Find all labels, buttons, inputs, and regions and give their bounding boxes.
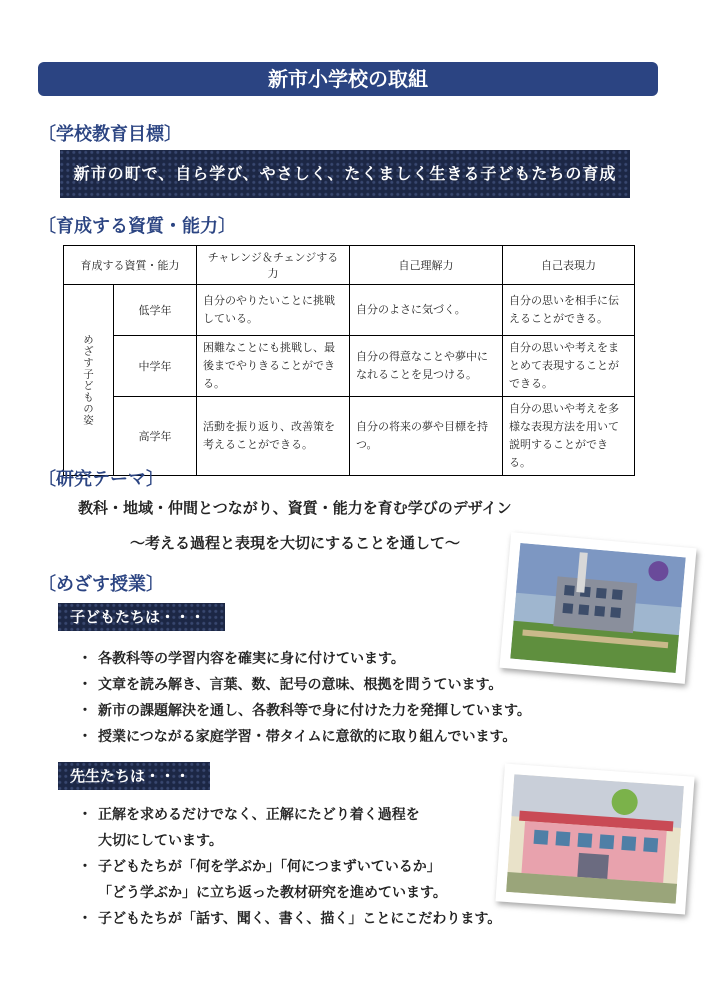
table-row xyxy=(64,336,635,397)
table-cell: 活動を振り返り、改善策を考えることができる。 xyxy=(197,397,350,476)
list-item: ・ 新市の課題解決を通し、各教科等で身に付けた力を発揮しています。 xyxy=(78,698,531,724)
table-corner-header: 育成する資質・能力 xyxy=(64,246,197,285)
list-item xyxy=(78,854,501,906)
table-cell: 自分のやりたいことに挑戦している。 xyxy=(197,285,350,336)
school-drawing-photo-1 xyxy=(499,532,696,684)
column-header: チャレンジ＆チェンジする力 xyxy=(197,246,350,285)
children-list xyxy=(78,646,531,750)
list-item: ・ 授業につながる家庭学習・帯タイムに意欲的に取り組んでいます。 xyxy=(78,724,531,750)
research-subtheme: ～考える過程と表現を大切にすることを通して～ xyxy=(130,534,461,552)
list-item: ・ 文章を読み解き、言葉、数、記号の意味、根拠を問うています。 xyxy=(78,672,531,698)
school-goal-box xyxy=(60,150,630,198)
table-cell: 自分の得意なことや夢中になれることを見つける。 xyxy=(350,336,503,397)
school-drawing-image xyxy=(510,543,685,673)
table-cell: 自分のよさに気づく。 xyxy=(350,285,503,336)
table-cell: 困難なことにも挑戦し、最後までやりきることができる。 xyxy=(197,336,350,397)
goal-heading: 〔学校教育目標〕 xyxy=(38,124,182,145)
grade-label: 中学年 xyxy=(114,336,197,397)
table-cell: 自分の思いや考えをまとめて表現することができる。 xyxy=(503,336,635,397)
column-header: 自己理解力 xyxy=(350,246,503,285)
column-header: 自己表現力 xyxy=(503,246,635,285)
table-cell: 自分の将来の夢や目標を持つ。 xyxy=(350,397,503,476)
qualities-heading: 〔育成する資質・能力〕 xyxy=(38,216,236,237)
table-row xyxy=(64,285,635,336)
list-item-line: ・ 正解を求めるだけでなく、正解にたどり着く過程を xyxy=(98,807,420,823)
theme-heading: 〔研究テーマ〕 xyxy=(38,469,164,490)
table-cell: 自分の思いを相手に伝えることができる。 xyxy=(503,285,635,336)
table-row xyxy=(64,397,635,476)
side-label: めざす子どもの姿 xyxy=(64,285,114,476)
teachers-label-box xyxy=(58,762,210,790)
list-item-line: ・ 子どもたちが「何を学ぶか」「何につまずいているか」 xyxy=(98,859,441,875)
lessons-heading: 〔めざす授業〕 xyxy=(38,574,164,595)
grade-label: 低学年 xyxy=(114,285,197,336)
list-item xyxy=(78,802,501,854)
page-title: 新市小学校の取組 xyxy=(268,67,428,91)
research-theme: 教科・地域・仲間とつながり、資質・能力を育む学びのデザイン xyxy=(78,499,512,517)
list-item-line: ・ 子どもたちが「話す、聞く、書く、描く」ことにこだわります。 xyxy=(98,911,502,927)
teachers-list xyxy=(78,802,501,932)
table-cell: 自分の思いや考えを多様な表現方法を用いて説明することができる。 xyxy=(503,397,635,476)
list-item-line: 「どう学ぶか」に立ち返った教材研究を進めています。 xyxy=(98,885,447,901)
grade-label: 高学年 xyxy=(114,397,197,476)
table-header-row xyxy=(64,246,635,285)
school-goal-text: 新市の町で、自ら学び、やさしく、たくましく生きる子どもたちの育成 xyxy=(73,164,617,183)
qualities-table xyxy=(63,245,635,476)
teachers-label: 先生たちは・・・ xyxy=(70,767,191,785)
page-title-banner xyxy=(38,62,658,96)
school-drawing-image xyxy=(506,774,684,904)
children-label: 子どもたちは・・・ xyxy=(70,608,206,626)
list-item-line: 大切にしています。 xyxy=(98,833,223,849)
list-item xyxy=(78,906,501,932)
children-label-box xyxy=(58,603,225,631)
list-item: ・ 各教科等の学習内容を確実に身に付けています。 xyxy=(78,646,531,672)
school-drawing-photo-2 xyxy=(495,764,694,915)
